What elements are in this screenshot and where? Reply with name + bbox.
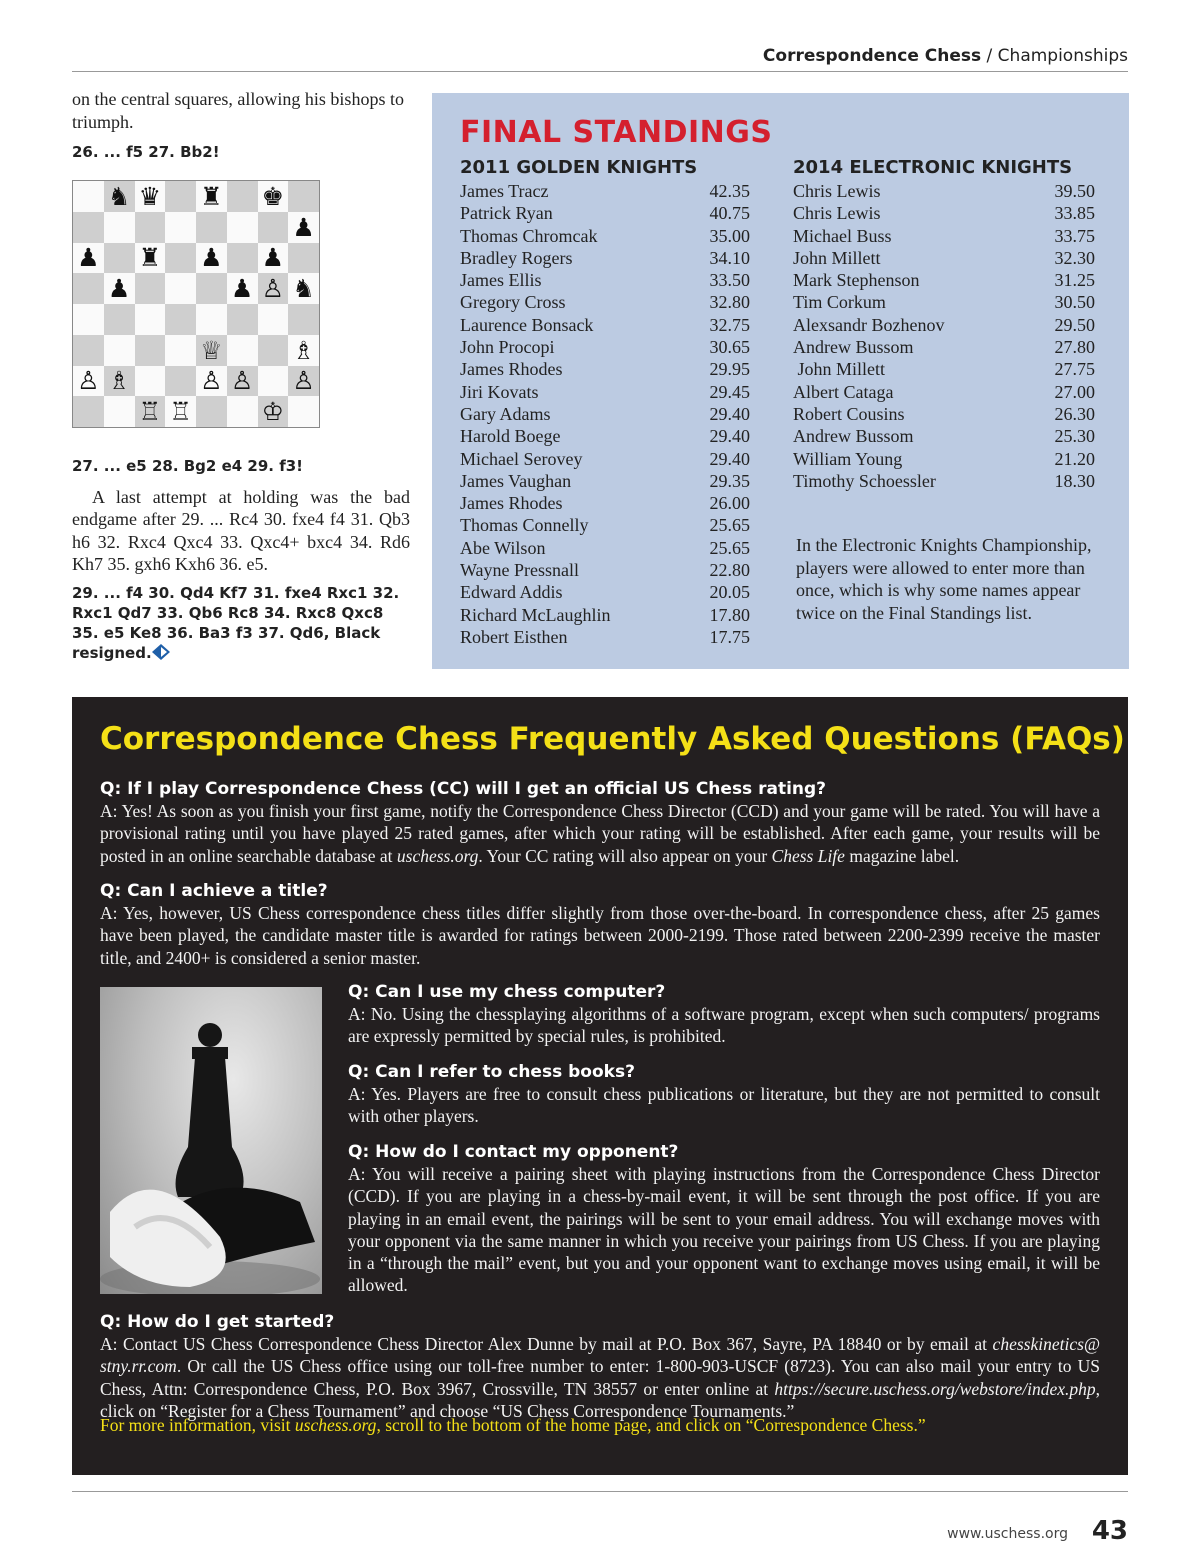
player-score: 21.20 <box>1054 448 1095 469</box>
standings-row <box>460 470 750 492</box>
standings-row <box>793 403 1095 425</box>
board-square: ♖ <box>135 396 166 427</box>
board-square <box>227 243 258 274</box>
standings-title: FINAL STANDINGS <box>460 115 773 150</box>
player-name: William Young <box>793 448 903 469</box>
left-column <box>72 88 410 162</box>
board-square <box>196 396 227 427</box>
board-square <box>135 335 166 366</box>
board-square: ♟ <box>258 243 289 274</box>
player-name: Michael Buss <box>793 225 892 246</box>
player-name: Robert Eisthen <box>460 626 568 647</box>
player-name: Michael Serovey <box>460 448 583 469</box>
standings-row <box>793 247 1095 269</box>
board-square <box>196 273 227 304</box>
board-square <box>73 304 104 335</box>
player-score: 29.50 <box>1054 314 1095 335</box>
standings-row <box>460 514 750 536</box>
player-name: Wayne Pressnall <box>460 560 580 581</box>
standings-row <box>460 247 750 269</box>
player-score: 30.50 <box>1054 292 1095 313</box>
standings-row <box>460 269 750 291</box>
player-name: Chris Lewis <box>793 181 881 201</box>
golden-knights-list <box>460 180 750 648</box>
board-square: ♙ <box>227 366 258 397</box>
faq-title: Correspondence Chess Frequently Asked Questions (FAQs) <box>100 721 1125 757</box>
chess-pieces-photo <box>100 987 322 1294</box>
player-name: Albert Cataga <box>793 381 894 402</box>
faq-question: Q: Can I use my chess computer? <box>348 982 666 1002</box>
standings-row <box>460 291 750 313</box>
player-score: 39.50 <box>1054 181 1095 201</box>
board-square: ♜ <box>135 243 166 274</box>
board-square: ♗ <box>288 335 319 366</box>
player-score: 33.50 <box>709 270 750 291</box>
faq-start <box>100 1311 1100 1422</box>
board-square: ♖ <box>165 396 196 427</box>
faq-question: Q: Can I achieve a title? <box>100 881 328 901</box>
player-score: 33.75 <box>1054 225 1095 246</box>
electronic-knights-list <box>793 180 1095 492</box>
faq-books <box>348 1061 1100 1128</box>
board-square <box>135 366 166 397</box>
board-square <box>165 335 196 366</box>
faq-answer: A: No. Using the chessplaying algorithms of a software program, except when such computers/ programs are expressly permitted by special rules, is prohibited. <box>348 1004 1100 1047</box>
standings-row <box>460 381 750 403</box>
player-name: Laurence Bonsack <box>460 314 594 335</box>
player-name: Gary Adams <box>460 403 551 424</box>
more-info: For more information, visit uschess.org, scroll to the bottom of the home page, and click on “Correspondence Chess.” <box>100 1415 926 1435</box>
board-square <box>258 335 289 366</box>
player-score: 29.40 <box>709 403 750 424</box>
magazine-name: Chess Life <box>771 845 845 866</box>
player-score: 25.65 <box>709 515 750 536</box>
player-score: 18.30 <box>1054 470 1095 491</box>
board-square <box>73 335 104 366</box>
board-square: ♟ <box>196 243 227 274</box>
golden-knights-column <box>460 157 750 648</box>
standings-row <box>460 492 750 514</box>
player-score: 27.75 <box>1054 359 1095 380</box>
left-column-lower <box>72 456 410 663</box>
board-square: ♔ <box>258 396 289 427</box>
standings-row <box>460 358 750 380</box>
board-square: ♞ <box>104 181 135 212</box>
board-square <box>165 273 196 304</box>
board-square <box>165 212 196 243</box>
board-square <box>165 366 196 397</box>
player-name: John Millett <box>793 359 886 380</box>
player-name: Thomas Connelly <box>460 515 589 536</box>
board-square <box>73 273 104 304</box>
faq-rating <box>100 778 1100 867</box>
standings-row <box>460 626 750 648</box>
board-square <box>227 335 258 366</box>
board-square <box>73 396 104 427</box>
player-name: Richard McLaughlin <box>460 604 611 625</box>
player-name: Alexsandr Bozhenov <box>793 314 945 335</box>
header-section: Correspondence Chess <box>762 46 982 66</box>
faq-box <box>72 697 1128 1475</box>
board-square: ♟ <box>227 273 258 304</box>
board-square <box>73 181 104 212</box>
board-square: ♟ <box>73 243 104 274</box>
faq-answer: A: Yes, however, US Chess correspondence chess titles differ slightly from those over-the-board. In correspondence chess, after 25 games have been played, the candidate master title is awarded for ratings between 2000-2199. Those rated between 2200-2399 receive the master title, and 2400+ is considered a senior master. <box>100 903 1100 968</box>
chess-diagram <box>72 180 320 428</box>
player-name: John Procopi <box>460 337 555 358</box>
player-score: 27.00 <box>1054 381 1095 402</box>
player-score: 25.65 <box>709 537 750 558</box>
moves-29 <box>72 583 410 663</box>
board-square <box>288 396 319 427</box>
board-square: ♙ <box>73 366 104 397</box>
faq-answer: A: Contact US Chess Correspondence Chess Director Alex Dunne by mail at P.O. Box 367, Sayre, PA 18840 or by email at chesskinetics@ stny.rr.com. Or call the US Chess office using our toll-free number to enter: 1-800-903-USCF (8723). You can also mail your entry to US Chess, Attn: Correspondence Chess, P.O. Box 3967, Crossville, TN 38557 or enter online at https://secure.uschess.org/webstore/index.php, click on “Register for a Chess Tournament” and choose “US Chess Correspondence Tournaments.” <box>100 1334 1100 1421</box>
page-number: 43 <box>1091 1516 1128 1546</box>
board-square <box>288 243 319 274</box>
intro-text: on the central squares, allowing his bishops to triumph. <box>72 89 404 132</box>
player-score: 29.40 <box>709 426 750 447</box>
player-score: 22.80 <box>709 560 750 581</box>
board-square: ♛ <box>135 181 166 212</box>
player-name: James Tracz <box>460 181 549 201</box>
faq-answer: A: Yes. Players are free to consult chess publications or literature, but they are not permitted to consult with other players. <box>348 1084 1100 1127</box>
standings-row <box>793 225 1095 247</box>
uschess-logo-icon <box>152 644 170 660</box>
faq-question: Q: How do I contact my opponent? <box>348 1142 679 1162</box>
standings-row <box>460 336 750 358</box>
header-rule <box>72 71 1128 72</box>
board-square: ♟ <box>288 212 319 243</box>
player-name: James Rhodes <box>460 493 563 514</box>
standings-row <box>460 537 750 559</box>
player-name: Andrew Bussom <box>793 426 914 447</box>
player-score: 32.30 <box>1054 247 1095 268</box>
standings-row <box>793 269 1095 291</box>
board-square <box>227 181 258 212</box>
player-name: Gregory Cross <box>460 292 566 313</box>
player-name: Abe Wilson <box>460 537 546 558</box>
board-square <box>165 181 196 212</box>
board-square: ♕ <box>196 335 227 366</box>
standings-note: In the Electronic Knights Championship, players were allowed to enter more than once, which is why some names appear twice on the Final Standings list. <box>796 535 1092 623</box>
player-name: Tim Corkum <box>793 292 886 313</box>
faq-question: Q: If I play Correspondence Chess (CC) will I get an official US Chess rating? <box>100 779 827 799</box>
moves-27: 27. ... e5 28. Bg2 e4 29. f3! <box>72 457 303 475</box>
board-square: ♗ <box>104 366 135 397</box>
player-score: 29.40 <box>709 448 750 469</box>
player-score: 34.10 <box>709 247 750 268</box>
standings-row <box>793 202 1095 224</box>
standings-row <box>793 381 1095 403</box>
webstore-link[interactable]: https://secure.uschess.org/webstore/index.php <box>774 1378 1096 1399</box>
board-square: ♙ <box>196 366 227 397</box>
board-square <box>227 396 258 427</box>
standings-row <box>793 448 1095 470</box>
player-name: Bradley Rogers <box>460 247 573 268</box>
final-moves: 29. ... f4 30. Qd4 Kf7 31. fxe4 Rxc1 32. Rxc1 Qd7 33. Qb6 Rc8 34. Rxc8 Qxc8 35. e5 Ke8 36. Ba3 f3 37. Qd6, Black resigned. <box>72 584 400 663</box>
player-score: 29.45 <box>709 381 750 402</box>
board-square: ♙ <box>258 273 289 304</box>
faq-answer: A: You will receive a pairing sheet with playing instructions from the Correspondence Chess Director (CCD). If you are playing in a chess-by-mail event, it will be sent through the post office. If you are playing in an email event, the pairings will be sent to your email address. You will exchange moves with your opponent via the same manner in which you receive your pairings from US Chess. If you are playing in a “through the mail” event, but you and your opponent want to exchange moves using email, it will be allowed. <box>348 1164 1100 1296</box>
board-square <box>196 212 227 243</box>
board-square <box>227 304 258 335</box>
board-square <box>288 181 319 212</box>
player-name: Mark Stephenson <box>793 270 920 291</box>
golden-knights-heading: 2011 GOLDEN KNIGHTS <box>460 157 698 178</box>
standings-row <box>460 225 750 247</box>
board-square: ♙ <box>288 366 319 397</box>
email-link[interactable]: chesskinetics@ stny.rr.com <box>100 1334 1100 1377</box>
standings-row <box>793 336 1095 358</box>
player-score: 30.65 <box>709 337 750 358</box>
standings-row <box>793 180 1095 202</box>
player-name: Edward Addis <box>460 582 563 603</box>
standings-row <box>793 314 1095 336</box>
board-square: ♞ <box>288 273 319 304</box>
faq-title-question <box>100 880 1100 969</box>
board-square <box>227 212 258 243</box>
standings-row <box>460 448 750 470</box>
board-square <box>258 304 289 335</box>
board-square <box>165 304 196 335</box>
electronic-knights-column <box>793 157 1095 492</box>
board-square: ♚ <box>258 181 289 212</box>
standings-row <box>460 314 750 336</box>
standings-row <box>793 425 1095 447</box>
footer-rule <box>72 1491 1128 1492</box>
player-score: 29.35 <box>709 470 750 491</box>
player-score: 42.35 <box>709 181 750 201</box>
player-score: 17.80 <box>709 604 750 625</box>
analysis-paragraph: A last attempt at holding was the bad endgame after 29. ... Rc4 30. fxe4 f4 31. Qb3 h6 32. Rxc4 Qxc4 33. Qxc4+ bxc4 34. Rd6 Kh7 35. gxh6 Kxh6 36. e5. <box>72 487 410 574</box>
board-square <box>73 212 104 243</box>
player-score: 32.75 <box>709 314 750 335</box>
faq-question: Q: How do I get started? <box>100 1312 335 1332</box>
player-score: 33.85 <box>1054 203 1095 224</box>
board-square <box>135 273 166 304</box>
player-name: Timothy Schoessler <box>793 470 936 491</box>
board-square <box>135 304 166 335</box>
standings-row <box>460 604 750 626</box>
board-square <box>165 243 196 274</box>
board-square: ♟ <box>104 273 135 304</box>
standings-row <box>460 425 750 447</box>
standings-row <box>460 403 750 425</box>
header-subsection: Championships <box>997 46 1128 66</box>
board-square <box>196 304 227 335</box>
uschess-link[interactable]: uschess.org <box>396 845 479 866</box>
header-separator: / <box>981 46 998 66</box>
player-name: Jiri Kovats <box>460 381 539 402</box>
player-name: Patrick Ryan <box>460 203 553 224</box>
standings-row <box>793 358 1095 380</box>
board-square <box>258 212 289 243</box>
player-name: Robert Cousins <box>793 403 905 424</box>
player-name: James Ellis <box>460 270 542 291</box>
player-score: 25.30 <box>1054 426 1095 447</box>
player-name: Chris Lewis <box>793 203 881 224</box>
moves-26: 26. ... f5 27. Bb2! <box>72 143 220 161</box>
faq-answer: A: Yes! As soon as you finish your first game, notify the Correspondence Chess Director (CCD) and your game will be rated. You will have a provisional rating until you have played 25 rated games, after which your rating will be established. After each game, your results will be posted in an online searchable database at uschess.org. Your CC rating will also appear on your Chess Life magazine label. <box>100 801 1100 866</box>
standings-row <box>460 581 750 603</box>
player-score: 26.00 <box>709 493 750 514</box>
footer-url[interactable]: www.uschess.org <box>947 1526 1068 1542</box>
standings-row <box>793 470 1095 492</box>
electronic-knights-heading: 2014 ELECTRONIC KNIGHTS <box>793 157 1073 178</box>
standings-row <box>460 180 750 202</box>
board-square <box>258 366 289 397</box>
board-square <box>104 243 135 274</box>
queen-pieces-illustration <box>100 987 322 1294</box>
player-score: 35.00 <box>709 225 750 246</box>
faq-question: Q: Can I refer to chess books? <box>348 1062 635 1082</box>
player-name: Harold Boege <box>460 426 561 447</box>
player-name: Thomas Chromcak <box>460 225 598 246</box>
board-square <box>104 335 135 366</box>
faq-contact <box>348 1141 1100 1297</box>
player-score: 26.30 <box>1054 403 1095 424</box>
board-square <box>104 304 135 335</box>
standings-row <box>460 202 750 224</box>
board-square <box>135 212 166 243</box>
player-score: 32.80 <box>709 292 750 313</box>
player-name: John Millett <box>793 247 881 268</box>
board-square <box>288 304 319 335</box>
player-score: 29.95 <box>709 359 750 380</box>
faq-computer <box>348 981 1100 1048</box>
running-header <box>763 46 1128 66</box>
player-name: James Rhodes <box>460 359 563 380</box>
player-score: 40.75 <box>709 203 750 224</box>
player-score: 17.75 <box>709 626 750 647</box>
player-name: James Vaughan <box>460 470 572 491</box>
standings-row <box>460 559 750 581</box>
player-score: 31.25 <box>1054 270 1095 291</box>
player-score: 27.80 <box>1054 337 1095 358</box>
board-square <box>104 396 135 427</box>
final-standings-box <box>432 93 1129 669</box>
player-name: Andrew Bussom <box>793 337 914 358</box>
player-score: 20.05 <box>709 582 750 603</box>
board-square: ♜ <box>196 181 227 212</box>
uschess-link[interactable]: uschess.org <box>294 1415 377 1435</box>
board-square <box>104 212 135 243</box>
standings-row <box>793 291 1095 313</box>
